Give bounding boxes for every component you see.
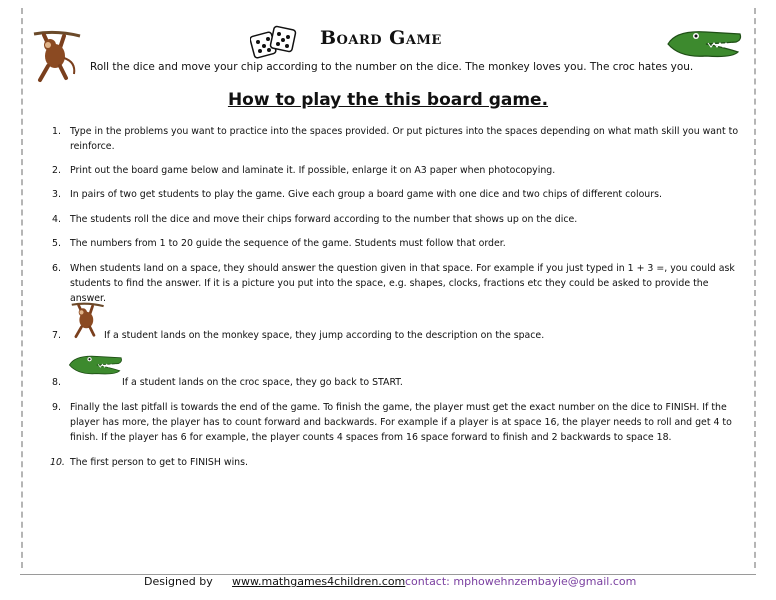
designed-by-label: Designed by [144, 575, 213, 588]
monkey-icon [69, 300, 105, 340]
contact-email: contact: mphowehnzembayie@gmail.com [405, 575, 637, 588]
dice-icon [250, 24, 298, 60]
website-link[interactable]: www.mathgames4children.com [232, 575, 406, 588]
page-title: Board Game [320, 27, 442, 49]
crocodile-icon [68, 349, 124, 381]
subtitle: Roll the dice and move your chip according to the number on the dice. The monkey loves you. The croc hates you. [90, 61, 694, 73]
monkey-icon [30, 28, 82, 84]
crocodile-icon [666, 26, 744, 62]
instructions-heading: How to play the this board game. [227, 90, 549, 110]
